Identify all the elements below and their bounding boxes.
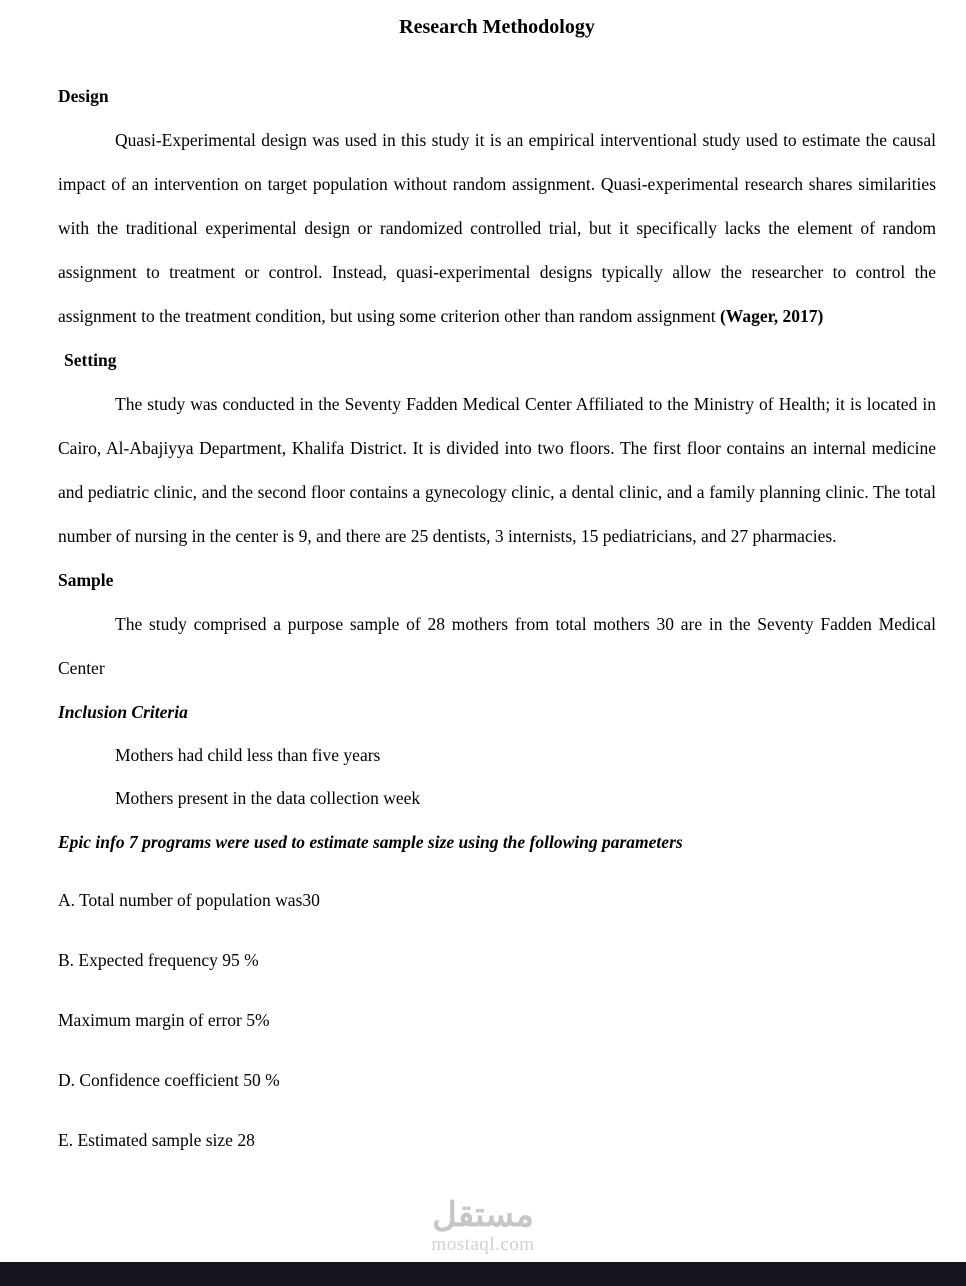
watermark bbox=[0, 1198, 966, 1256]
page-title: Research Methodology bbox=[399, 16, 595, 38]
footer-bar bbox=[0, 1262, 966, 1286]
watermark-site: mostaql.com bbox=[431, 1234, 535, 1255]
inclusion-item: Mothers had child less than five years bbox=[115, 745, 381, 765]
section-heading-setting: Setting bbox=[64, 350, 117, 370]
sample-paragraph: The study comprised a purpose sample of 28 mothers from total mothers 30 are in the Seventy Fadden Medical Center bbox=[58, 614, 936, 678]
epi-info-heading: Epic info 7 programs were used to estimate sample size using the following parameters bbox=[58, 832, 683, 852]
parameter-item: A. Total number of population was30 bbox=[58, 890, 320, 910]
design-paragraph bbox=[58, 118, 936, 338]
watermark-logo: مستقل bbox=[432, 1197, 534, 1234]
setting-paragraph: The study was conducted in the Seventy Fadden Medical Center Affiliated to the Ministry of Health; it is located in Cairo, Al-Abajiyya Department, Khalifa District. It is divided into two floors. The first floor contains an internal medicine and pediatric clinic, and the second floor contains a gynecology clinic, a dental clinic, and a family planning clinic. The total number of nursing in the center is 9, and there are 25 dentists, 3 internists, 15 pediatricians, and 27 pharmacies. bbox=[58, 394, 936, 546]
parameter-list bbox=[58, 878, 936, 1162]
section-heading-design: Design bbox=[58, 86, 109, 106]
design-paragraph-text: Quasi-Experimental design was used in this study it is an empirical interventional study used to estimate the causal impact of an intervention on target population without random assignment. Quasi-experimental research shares similarities with the traditional experimental design or randomized controlled trial, but it specifically lacks the element of random assignment to treatment or control. Instead, quasi-experimental designs typically allow the researcher to control the assignment to the treatment condition, but using some criterion other than random assignment bbox=[58, 130, 936, 326]
inclusion-criteria-heading: Inclusion Criteria bbox=[58, 702, 188, 722]
parameter-item: E. Estimated sample size 28 bbox=[58, 1130, 255, 1150]
inclusion-item: Mothers present in the data collection week bbox=[115, 788, 421, 808]
citation-wager: (Wager, 2017) bbox=[719, 306, 824, 326]
section-heading-sample: Sample bbox=[58, 570, 114, 590]
parameter-item: Maximum margin of error 5% bbox=[58, 1010, 270, 1030]
parameter-item: D. Confidence coefficient 50 % bbox=[58, 1070, 280, 1090]
parameter-item: B. Expected frequency 95 % bbox=[58, 950, 259, 970]
